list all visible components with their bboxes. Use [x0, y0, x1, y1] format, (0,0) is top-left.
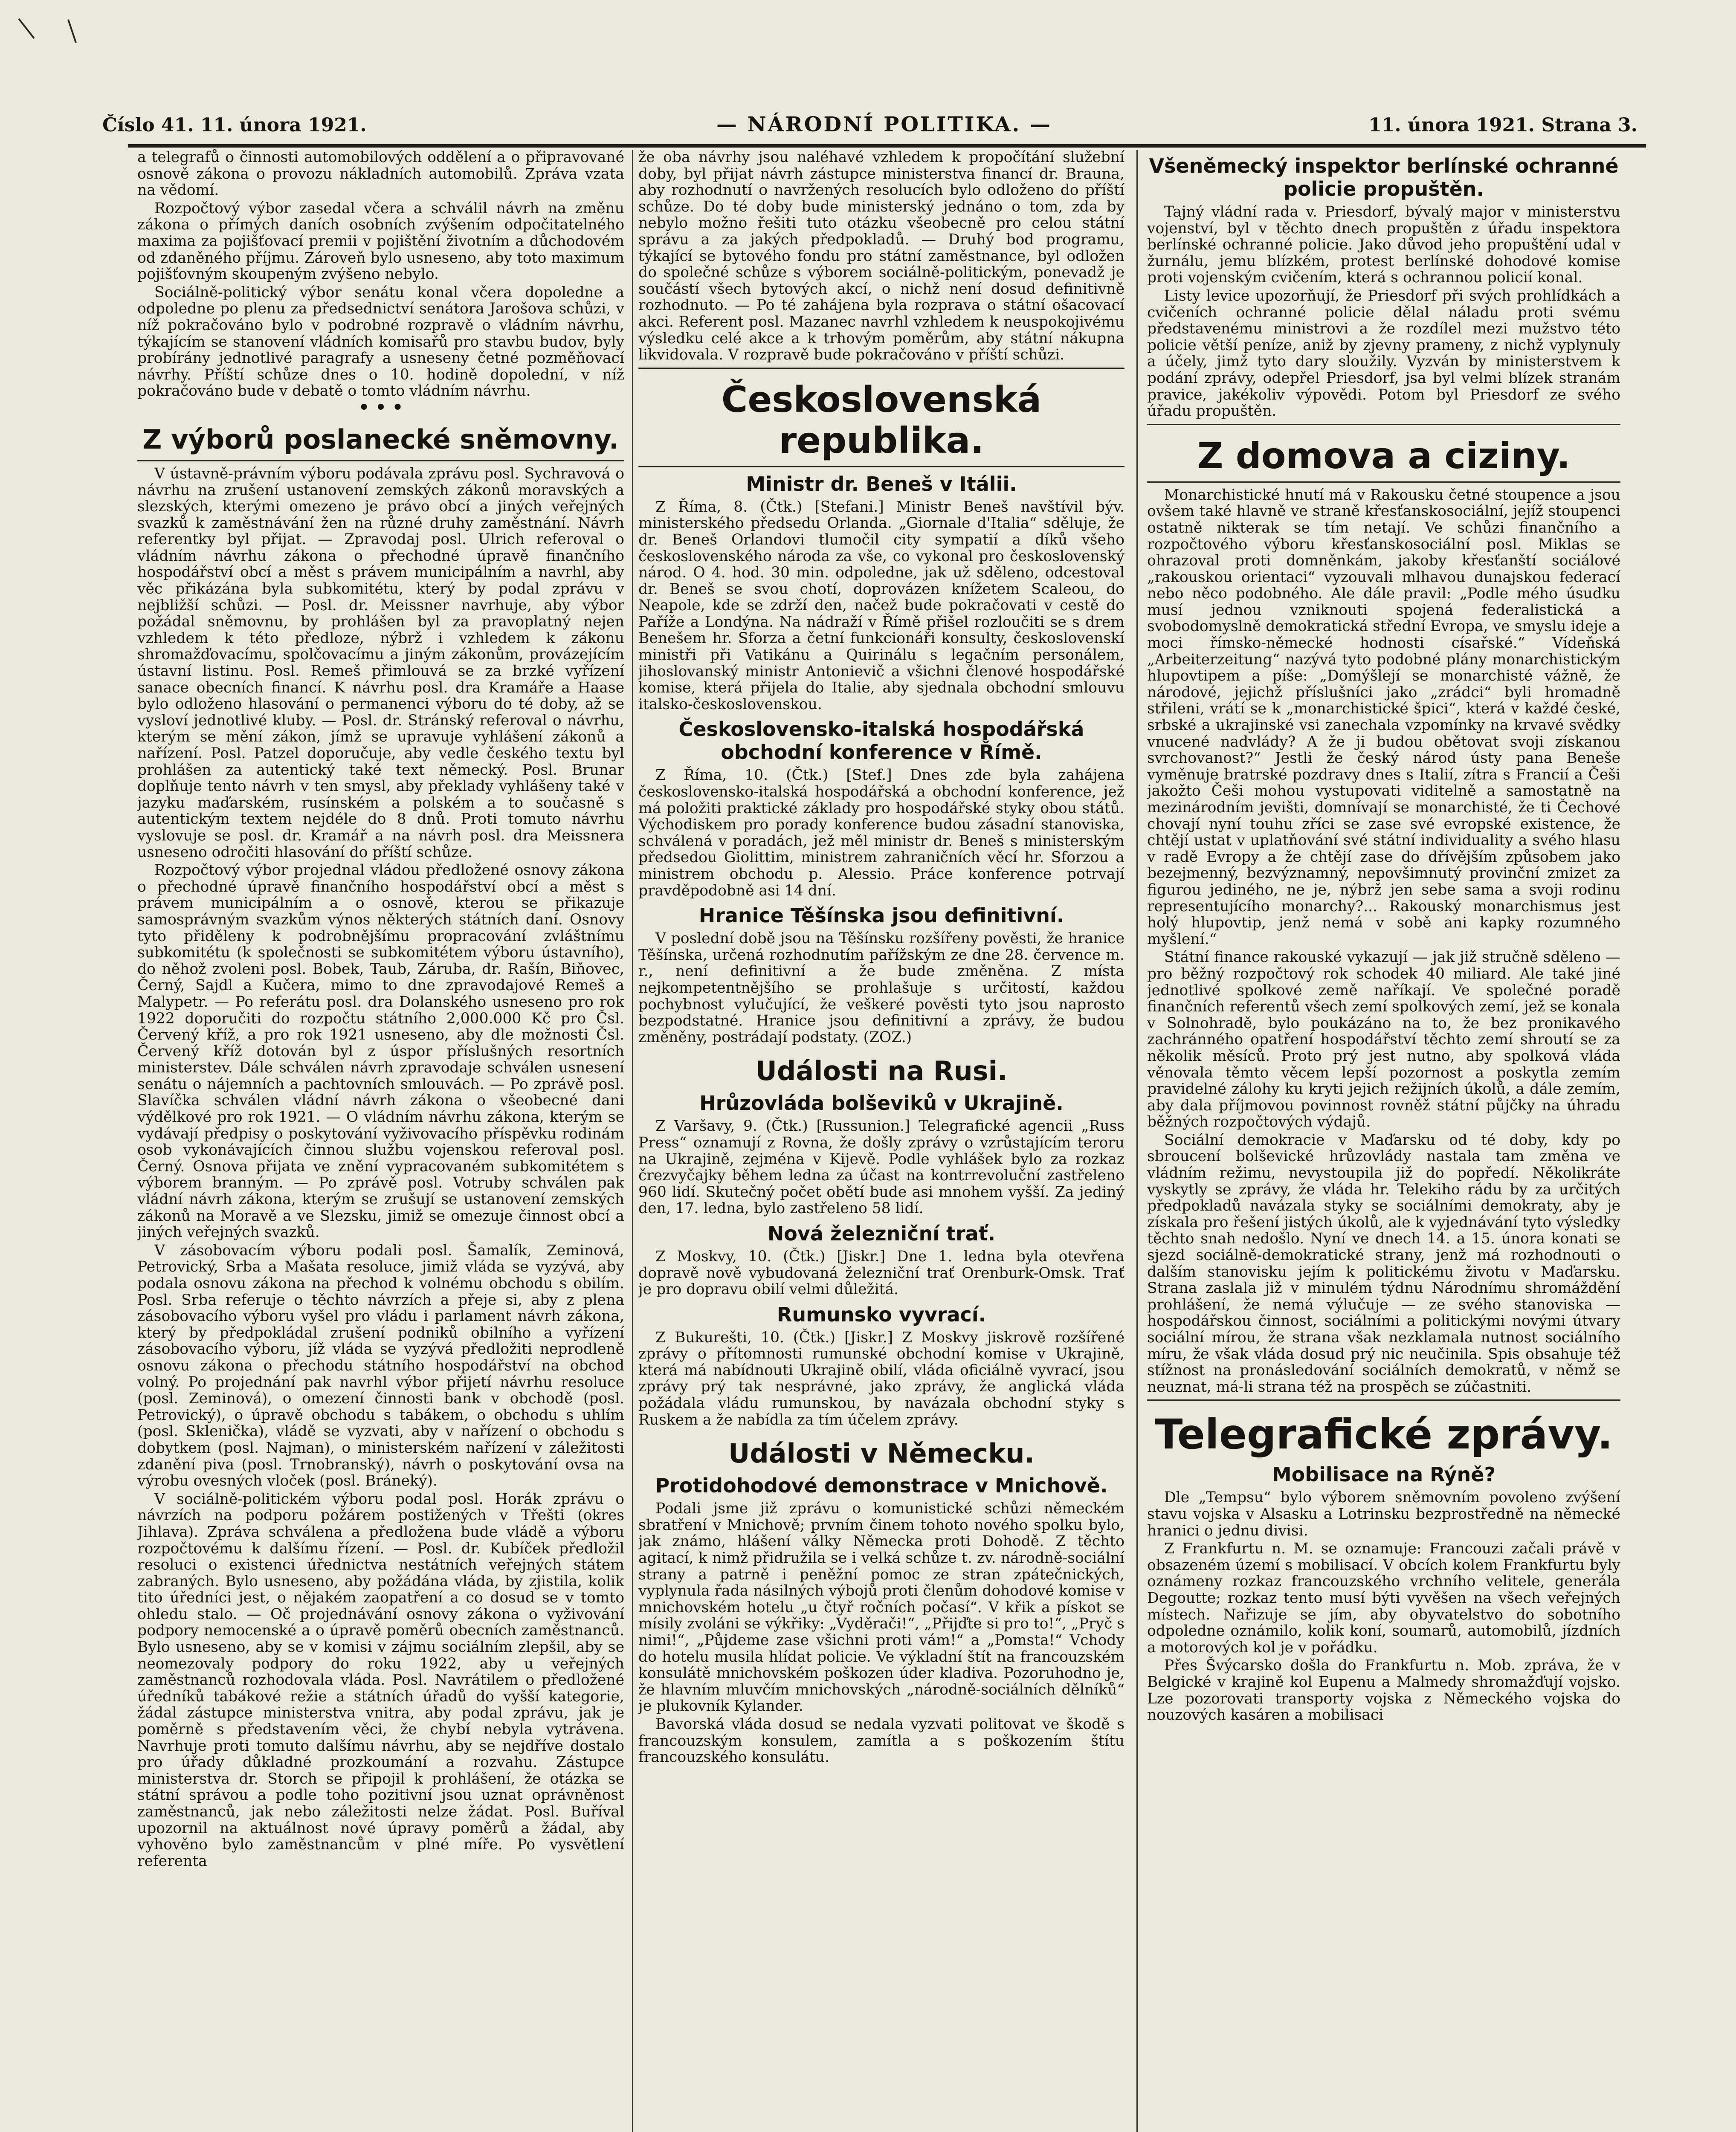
article-paragraph: V zásobovacím výboru podali posl. Šamalík, Zeminová, Petrovický, Srba a Mašata resoluce, jimiž vláda se vyzývá, aby podala osnovu zákona na přechod k volnému obchodu s obilím. Posl. Srba referuje o těchto návrzích a přeje si, aby z plena zásobovacího výboru vyšel pro vládu i parlament návrh zákona, který by předpokládal zrušení podniků obilního a vyřízení zásobovacího výboru, jíž vláda se vyzývá předložiti neprodleně osnovu zákona o přechodu státního hospodářství na obchod volný. Po projednání pak navrhl výbor přijetí návrhu resoluce (posl. Zeminová), o omezení činnosti bank v obchodě (posl. Petrovický), o úpravě obchodu s tabákem, o obchodu s uhlím (posl. Sklenička), vládě se vyzvati, aby v nařízení o obchodu s dobytkem (posl. Najman), o ministerském nařízení v záležitosti zdanění piva (posl. Trnobranský), návrh o poskytování ovsa na výrobu ovesných vloček (posl. Bráneký).	[137, 1242, 624, 1490]
article-heading: Všeněmecký inspektor berlínské ochranné policie propuštěn.	[1149, 154, 1619, 200]
page-corner-scratch	[17, 17, 85, 51]
article-paragraph: Z Frankfurtu n. M. se oznamuje: Francouzi začali právě v obsazeném území s mobilisací. V obcích kolem Frankfurtu byly oznámeny rozkaz francouzského vrchního velitele, generála Degoutte; rozkaz tento musí býti vyvěšen na všech veřejných místech. Nařizuje se jím, aby obyvatelstvo do sobotního odpoledne oznámilo, kolik koní, soumarů, automobilů, jízdních a motorových kol je v pořádku.	[1147, 1540, 1620, 1656]
heading-rule	[1147, 481, 1620, 483]
article-paragraph: Sociálně-politický výbor senátu konal včera dopoledne a odpoledne po plenu za předsednictví senátora Jarošova schůzi, v níž pokračováno bylo v podrobné rozpravě o vládním návrhu, týkajícím se stanovení vládních komisařů pro stavbu budov, byly probírány jednotlivé paragrafy a usneseny četné pozměňovací návrhy. Příští schůze dnes o 10. hodině dopolední, v níž pokračováno bude v debatě o tomto vládním návrhu.	[137, 284, 624, 400]
article-heading: Rumunsko vyvrací.	[777, 1303, 986, 1326]
article-paragraph: Z Říma, 8. (Čtk.) [Stefani.] Ministr Beneš navštívil býv. ministerského předsedu Orlanda. „Giornale d'Italia“ sděluje, že dr. Beneš Orlandovi tlumočil city sympatií a díků všeho československého národa za vše, co vykonal pro československý národ. O 4. hod. 30 min. odpoledne, jak už sděleno, odcestoval dr. Beneš se svou chotí, doprovázen knížetem Scaleou, do Neapole, kde se zdrží den, načež bude pokračovati v cestě do Paříže a Londýna. Na nádraží v Římě přišel rozloučiti se s drem Benešem hr. Sforza a četní funkcionáři konsulty, československí ministři při Vatikánu a Quirinálu s legačním personálem, jihoslovanský ministr Antonievič a všichni členové hospodářské komise, která přijela do Italie, aby sjednala obchodní smlouvu italsko-československou.	[638, 498, 1124, 713]
article-paragraph: V sociálně-politickém výboru podal posl. Horák zprávu o návrzích na podporu požárem postižených v Třešti (okres Jihlava). Zpráva schválena a předložena bude vládě a výboru rozpočtovému k dalšímu řízení. — Posl. dr. Kubíček předložil resoluci o existenci úřednictva nestátních veřejných státem zabraných. Bylo usneseno, aby požádána vláda, by zjistila, kolik tito úředníci jest, o nějakém zaopatření a co dosud se v tomto ohledu stalo. — Oč projednávání osnovy zákona o vyživování podpory nemocenské a o úpravě poměrů obecních zaměstnanců. Bylo usneseno, aby se v komisi v zájmu sociálním zlepšil, aby se neomezovaly podpory do roku 1922, aby u veřejných zaměstnanců rozhodovala vláda. Posl. Navrátilem o předložené úředníků tabákové režie a státních úřadů do vyšší kategorie, žádal zástupce ministerstva vnitra, aby podal zprávu, jak je poměrně s představením věci, že chybí nebyla vytrávena. Navrhuje proti tomuto dalšímu návrhu, aby se nejdříve dostalo pro úřady důkladné prozkoumání a rozvahu. Zástupce ministerstva dr. Storch se připojil k prohlášení, že otázka se státní správou a podle toho pozitivní jsou uznat oprávněnost zaměstnanců, jak nebo záležitosti nelze žádat. Posl. Buříval upozornil na aktuálnost nové úpravy poměrů a žádal, aby vyhověno bylo zaměstnancům v plné míře. Po vysvětlení referenta	[137, 1490, 624, 1870]
column-2	[638, 149, 1124, 2132]
section-ornament: • • •	[358, 397, 403, 417]
article-paragraph: že oba návrhy jsou naléhavé vzhledem k propočítání služební doby, byl přijat návrh zástupce ministerstva financí dr. Brauna, aby rozhodnutí o navržených resolucích bylo odloženo do příští schůze. Do té doby bude ministerský jednáno o tom, zda by nebylo možno řešiti tuto otázku všeobecně pro celou státní správu a za jakých předpokladů. — Druhý bod programu, týkající se bytového fondu pro státní zaměstnance, byl odložen do společné schůze s výborem sociálně-politickým, ponevadž je součástí všech bytových akcí, o nichž není dosud definitivně rozhodnuto. — Po té zahájena byla rozprava o státní ošacovací akci. Referent posl. Mazanec navrhl vzhledem k neuspokojivému výsledku celé akce a k trhovým poměrům, aby státní nákupna likvidovala. V rozpravě bude pokračováno v příští schůzi.	[638, 149, 1124, 364]
column-divider	[632, 150, 633, 2132]
heading-rule	[638, 466, 1124, 467]
article-paragraph: Tajný vládní rada v. Priesdorf, bývalý major v ministerstvu vojenství, byl v těchto dnech propuštěn z úřadu inspektora berlínské ochranné policie. Jako důvod jeho propuštění udal v žurnálu, jemu blízkém, protest berlínské dohodové komise proti vojenským cvičením, která s ochrannou policií konal.	[1147, 203, 1620, 287]
column-3	[1147, 149, 1620, 2132]
header-rule	[128, 144, 1646, 148]
column-divider	[1136, 150, 1138, 2132]
article-paragraph: Podali jsme již zprávu o komunistické schůzi německém sbratření v Mnichově; prvním činem tohoto nového spolku bylo, jak známo, hlášení války Německa proti Dohodě. Z těchto agitací, k nimž přidružila se i velká schůze t. zv. národně-sociální strany a patrně i peněžní pomoc ze stran zpátečnických, vyplynula řada násilných výbojů proti členům dohodové komise v mnichovském hotelu „u čtyř ročních počasí“. V křik a pískot se mísily zvoláni se výkřiky: „Vyděrači!“, „Přijďte si pro to!“, „Pryč s nimi!“, „Půjdeme zase všichni proti vám!“ a „Pomsta!“ Vchody do hotelu musila hlídat policie. Ve výkladní štít na francouzském konsulátě mnichovském poškozen úder kladiva. Pozoruhodno je, že hlavním mluvčím mnichovských „národně-sociálních dělníků“ je plukovník Kylander.	[638, 1500, 1124, 1715]
section-rule	[1147, 424, 1620, 425]
article-heading: Ministr dr. Beneš v Itálii.	[746, 472, 1017, 495]
article-paragraph: Monarchistické hnutí má v Rakousku četné stoupence a jsou ovšem také hlavně ve straně křesťanskosociální, jejíž stoupenci ostatně nikterak se tím netají. Ve schůzi finančního a rozpočtového výboru křesťanskosociální posl. Miklas se ohrazoval proti domněnkám, jakoby křesťanští sociálové „rakouskou orientaci“ vyzouvali mlhavou dunajskou federací nebo něco podobného. Ale dále pravil: „Podle mého úsudku musí jednou vzniknouti spojená federalistická a svobodomyslně demokratická střední Evropa, ve smyslu ideje a moci římsko-německé hodnosti císařské.“ Vídeňská „Arbeiterzeitung“ nazývá tyto podobné plány monarchistickým hlupovtipem a píše: „Domýšlejí se monarchisté vážně, že národové, jejichž příslušníci jako „zrádci“ byli hromadně střileni, vrátí se k „monarchistické špici“, která v každé české, srbské a ukrajinské vsi zanechala vzpomínky na krvavé svědky vnucené nadvlády? A že ji budou obětovat svoji získanou svrchovanost?“ Jestli že český národ ústy pana Beneše vyměnuje bratrské pozdravy dnes s Italií, zítra s Francií a Češi jakožto Češi mohou vystupovati viditelně a samostatně na mezinárodním jevišti, domnívají se monarchisté, že ti Čechové chovají nyní touhu zříci se zase své evropské existence, že chtějí ustat v uplatňování své státní individuality a svého hlasu v radě Evropy a že chtějí zase do dřívějším způsobem jako bezejmenný, bezvýznamný, nepovšimnutý provinční zmizet za figurou jediného, ne je, nýbrž jen sebe sama a svoji rodinu representujícího monarchy?... Rakouský monarchismus jest holý hlupovtip, jenž nemá v sobě ani kapky rozumného myšlení.“	[1147, 486, 1620, 948]
column-1	[137, 149, 624, 2132]
section-rule	[638, 368, 1124, 369]
article-paragraph: V poslední době jsou na Těšínsku rozšířeny pověsti, že hranice Těšínska, určená rozhodnutím pařížským ze dne 28. července m. r., není definitivní a že bude změněna. Z místa nejkompetentnějšího se prohlašuje s určitostí, každou pochybnost vylučující, že veškeré pověsti tyto jsou naprosto bezpodstatné. Hranice jsou definitivní a zprávy, že budou změněny, postrádají podstaty. (ZOZ.)	[638, 930, 1124, 1046]
article-paragraph: Rozpočtový výbor zasedal včera a schválil návrh na změnu zákona o přímých daních osobních zvýšením odpočitatelného maxima za pojišťovací premii v pojištění životním a důchodovém od zdaněného příjmu. Zároveň bylo usneseno, aby toto maximum pojišťovným skoupeným zvýšeno nebylo.	[137, 200, 624, 283]
article-paragraph: Sociální demokracie v Maďarsku od té doby, kdy po sbroucení bolševické hrůzovlády nastala tam změna ve vládním režimu, nevystoupila již do popředí. Několikráte vyskytly se zprávy, že vláda hr. Telekiho rádu by za určitých předpokladů navázala styky se sociálními demokraty, aby je získala pro řešení jistých úkolů, ale k vyjednávání tyto výsledky těchto snah nedošlo. Nyní ve dnech 14. a 15. února konati se sjezd sociálně-demokratické strany, jenž má rozhodnouti o dalším stanovisku jejím k politickému životu v Maďarsku. Strana zaslala již v minulém týdnu Národnímu shromáždění prohlášení, že nemá výlučuje — ze svého stanoviska — hospodářskou činnost, sociálními a politickými novými útvary sociální mírou, že strana však nezklamala nutnost sociálního míru, že však vláda dosud prý nic neučinila. Spis obsahuje též stížnost na pronásledování sociálních demokratů, v němž se neuznat, má-li strana též na prospěch se zúčastniti.	[1147, 1131, 1620, 1396]
section-heading: Československá republika.	[721, 378, 1042, 461]
article-paragraph: Přes Švýcarsko došla do Frankfurtu n. Mob. zpráva, že v Belgické v krajině kol Eupenu a Malmedy shromažďují vojsko. Lze pozorovati transporty vojska z Německého vojska do nouzových kasáren a mobilisaci	[1147, 1657, 1620, 1724]
article-heading: Hrůzovláda bolševiků v Ukrajině.	[699, 1092, 1064, 1115]
article-paragraph: Státní finance rakouské vykazují — jak již stručně sděleno — pro běžný rozpočtový rok schodek 40 miliard. Ale také jiné jednotlivé spolkové země naříkají. Ve společné poradě finančních referentů všech zemí spolkových zemí, jež se konala v Solnohradě, bylo poukázáno na to, že bez pronikavého zachránného opatření hospodářství těchto zemí shroutí se za několik měsíců. Proto prý jest nutno, aby spolková vláda věnovala těmto věcem lepší pozornost a poskytla zemím pravidelné zálohy ku kryti jejich režijních úkolů, a dále zemím, aby dala příjmovou povinnost rovněž státní půjčky na úhradu běžných rozpočtových výdajů.	[1147, 949, 1620, 1131]
article-heading: Československo-italská hospodářská obchodní konference v Římě.	[678, 718, 1084, 764]
masthead-title: — NÁRODNÍ POLITIKA. —	[716, 113, 1052, 136]
section-heading: Události v Německu.	[728, 1438, 1035, 1469]
article-heading: Mobilisace na Rýně?	[1272, 1463, 1496, 1486]
article-heading: Hranice Těšínska jsou definitivní.	[698, 904, 1064, 927]
section-rule	[1147, 1399, 1620, 1401]
article-paragraph: Z Moskvy, 10. (Čtk.) [Jiskr.] Dne 1. ledna byla otevřena dopravě nově vybudovaná železniční trať Orenburk-Omsk. Trať je pro dopravu obilí velmi důležitá.	[638, 1248, 1124, 1298]
article-paragraph: Rozpočtový výbor projednal vládou předložené osnovy zákona o přechodné úpravě finančního hospodářství obcí a měst s právem municipálním a o osnově, kterou se přikazuje samosprávným svazkům výnos některých státních daní. Osnovy tyto přiděleny k podrobnějšímu propracování zvláštnímu subkomitétu (k společnosti se subkomitétem výboru ústavního), do něhož zvoleni posl. Bobek, Taub, Záruba, dr. Rašín, Biňovec, Černý, Sajdl a Kučera, mimo to dne zpravodajové Remeš a Malypetr. — Po referátu posl. dra Dolanského usneseno pro rok 1922 doporučiti do rozpočtu státního 2,000.000 Kč pro Čsl. Červený kříž, a pro rok 1921 usneseno, aby dle možnosti Čsl. Červený kříž dotován byl z úspor příslušných resortních ministerstev. Dále schválen návrh zpravodaje schválen usnesení senátu o nájemních a pachtovních smlouvách. — Po zprávě posl. Slavíčka schválen vládní návrh zákona o všeobecné dani výdělkové pro rok 1921. — O vládním návrhu zákona, kterým se vydávají předpisy o poskytování vyživovacího příspěvku rodinám osob vykonávajících činnou službu vojenskou referoval posl. Černý. Osnova přijata ve znění vypracovaném subkomitétem s výborem branným. — Po zprávě posl. Votruby schválen pak vládní návrh zákona, kterým se zrušují se ustanovení zemských zákonů na Moravě a ve Slezsku, jimiž se omezuje činnost obcí a jiných veřejných svazků.	[137, 862, 624, 1241]
section-heading: Z domova a ciziny.	[1197, 435, 1571, 477]
section-heading: Telegrafické zprávy.	[1154, 1411, 1613, 1459]
article-paragraph: Listy levice upozorňují, že Priesdorf při svých prohlídkách a cvičeních ochranné policie dělal náladu proti svému představenému ministrovi a že rozdílel mezi mužstvo této policie větší peníze, aniž by zjevny prameny, z nichž vyplynuly a účely, jimž tyto dary sloužily. Vyzván by ministerstvem k podání zprávy, odepřel Priesdorf, jsa byl velmi blízek stranám pravice, jakékoliv výpovědi. Potom byl Priesdorf ze svého úřadu propuštěn.	[1147, 287, 1620, 420]
article-paragraph: Z Bukurešti, 10. (Čtk.) [Jiskr.] Z Moskvy jiskrově rozšířené zprávy o přítomnosti rumunské obchodní komise v Ukrajině, která má nabídnouti Ukrajině obilí, vláda oficiálně vyvrací, jsou zprávy prý tak nesprávné, jako zprávy, že anglická vláda požádala vládu rumunskou, by navázala obchodní styky s Ruskem a že nabídla za tím účelem zprávy.	[638, 1329, 1124, 1428]
article-paragraph: V ústavně-právním výboru podávala zprávu posl. Sychravová o návrhu na zrušení ustanovení zemských zákonů moravských a slezských, kterými omezeno je právo obcí a jiných veřejných svazků k zaměstnávání žen na různé druhy zaměstnání. Návrh referentky byl přijat. — Zpravodaj posl. Ulrich referoval o vládním návrhu zákona o přechodné úpravě finančního hospodářství obcí a měst s právem municipálním a navrhl, aby věc přikázána byla subkomitétu, který by podal zprávu v nejbližší schůzi. — Posl. dr. Meissner navrhuje, aby výbor požádal sněmovnu, by prohlášen byl za pravoplatný nejen vzhledem k této předloze, nýbrž i vzhledem k zákonu shromažďovacímu, spolčovacímu a jiným zákonům, provázejícím ústavní listinu. Posl. Remeš přimlouvá se za brzké vyřízení sanace obecních financí. K návrhu posl. dra Kramáře a Haase bylo odloženo hlasování o permanenci výboru do té doby, až se vysloví jednotlivé kluby. — Posl. dr. Stránský referoval o návrhu, kterým se mění zákon, jímž se upravuje vyhlášení zákonů a nařízení. Posl. Patzel doporučuje, aby vedle českého textu byl prohlášen za autentický také text německý. Posl. Brunar doplňuje tento návrh v ten smysl, aby překlady vyhlášeny také v jazyku maďarském, rusínském a polském a to současně s autentickým textem nejdéle do 8 dnů. Proti tomuto návrhu vyslovuje se posl. dr. Kramář a na návrh posl. dra Meissnera usneseno odročiti hlasování do příští schůze.	[137, 465, 624, 861]
section-heading: Události na Rusi.	[755, 1055, 1008, 1087]
issue-date-left: Číslo 41. 11. února 1921.	[102, 114, 367, 136]
article-heading: Nová železniční trať.	[767, 1222, 996, 1245]
article-heading: Protidohodové demonstrace v Mnichově.	[655, 1474, 1108, 1498]
article-paragraph: Z Varšavy, 9. (Čtk.) [Russunion.] Telegrafické agencii „Russ Press“ oznamují z Rovna, že došly zprávy o vzrůstajícím teroru na Ukrajině, zejména v Kijevě. Podle vyhlášek bylo za rozkaz črezvyčajky během ledna za účast na kontrrevoluční zastřeleno 960 lidí. Skutečný počet obětí bude asi mnohem vyšší. Za jediný den, 17. ledna, bylo zastřeleno 58 lidí.	[638, 1118, 1124, 1217]
page-number: 11. února 1921. Strana 3.	[1368, 114, 1637, 136]
page-header	[102, 114, 1637, 144]
article-paragraph: a telegrafů o činnosti automobilových oddělení a o připravované osnově zákona o provozu nákladních automobilů. Zpráva vzata na vědomí.	[137, 149, 624, 199]
article-paragraph: Bavorská vláda dosud se nedala vyzvati politovat ve škodě s francouzským konsulem, zamítla a s poškozením štítu francouzského konsulátu.	[638, 1715, 1124, 1766]
article-paragraph: Z Říma, 10. (Čtk.) [Stef.] Dnes zde byla zahájena československo-italská hospodářská a obchodní konference, jež má položiti praktické základy pro hospodářské styky obou států. Východiskem pro porady konference budou zásadní stanoviska, schválená v poradách, jež měl ministr dr. Beneš s ministerským předsedou Giolittim, ministrem zahraničních věcí hr. Sforzou a ministrem obchodu p. Alessio. Práce konference potrvají pravděpodobně asi 14 dní.	[638, 767, 1124, 899]
section-heading: Z výborů poslanecké sněmovny.	[142, 423, 619, 455]
article-paragraph: Dle „Tempsu“ bylo výborem sněmovním povoleno zvýšení stavu vojska v Alsasku a Lotrinsku bezprostředně na německé hranici o jednu divisi.	[1147, 1489, 1620, 1539]
heading-rule	[137, 460, 624, 461]
